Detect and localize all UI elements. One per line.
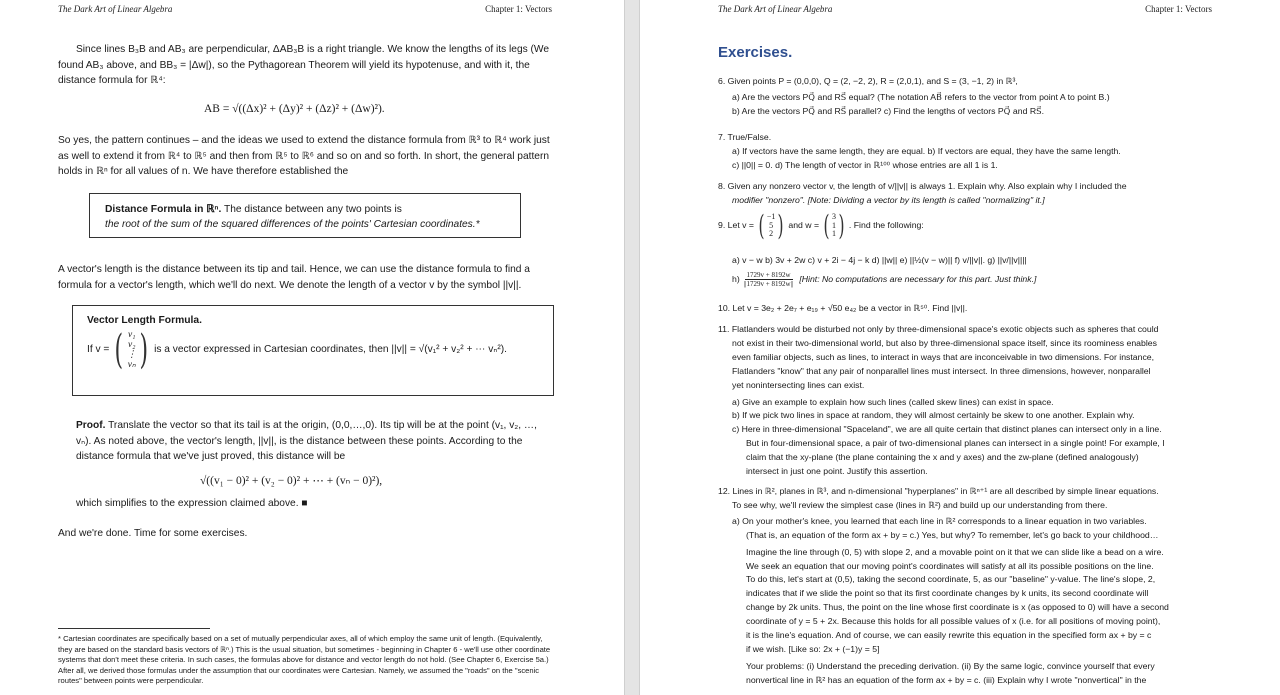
column-vector-entries bbox=[127, 330, 137, 370]
exercise-11-line: 11. Flatlanders would be disturbed not only by three-dimensional space's exotic objects such as spheres that could bbox=[718, 324, 1159, 334]
exercise-12a-line: change by 2k units. Thus, the point on the line whose first coordinate is x (as opposed to 0) will have a second bbox=[746, 602, 1169, 613]
exercise-9 bbox=[718, 209, 1218, 242]
exercises-heading: Exercises. bbox=[718, 44, 793, 61]
paragraph-vector-length: A vector's length is the distance between its tip and tail. Hence, we can use the distance formula to find a formula for a vector's length, which we'll do next. We denote the length of a vector v by the symbol ||v||. bbox=[58, 264, 530, 291]
exercise-9h bbox=[718, 271, 1218, 288]
running-head-chapter: Chapter 1: Vectors bbox=[1145, 4, 1212, 14]
exercise-6 bbox=[718, 75, 1218, 119]
paragraph-right-triangle: Since lines B₃B and AB₃ are perpendicular, ΔAB₃B is a right triangle. We know the lengths of its legs (We found AB₃ above, and BB₃ = |Δw|), so the Pythagorean Theorem will yield its hypotenuse, and with it, the distance formula for ℝ⁴: bbox=[58, 44, 550, 86]
left-paren-icon: ( bbox=[823, 209, 830, 242]
exercise-11a: a) Give an example to explain how such lines (called skew lines) can exist in space. bbox=[732, 396, 1054, 407]
vector-w-matrix bbox=[821, 209, 847, 242]
proof-text: Translate the vector so that its tail is at the origin, (0,0,…,0). Its tip will be at the point (v₁, v₂, …, vₙ). As noted above, the vector's length, ||v||, is the distance between these points. According to the distance formula that we've just proved, this distance will be bbox=[76, 420, 537, 462]
exercise-9-mid: and w = bbox=[788, 220, 820, 231]
exercise-12a-line: if we wish. [Like so: 2x + (−1)y = 5] bbox=[746, 643, 880, 654]
proof-paragraph bbox=[76, 418, 554, 465]
right-paren-icon: ) bbox=[139, 327, 149, 373]
exercise-7cd: c) ||0|| = 0. d) The length of vector in ℝ¹⁰⁰ whose entries are all 1 is 1. bbox=[732, 159, 998, 170]
exercise-9-suffix: . Find the following: bbox=[848, 220, 924, 231]
exercise-12a-line: nonvertical line in ℝ² has an equation of the form ax + by = c. (iii) Explain why I wrote "nonvertical" in the bbox=[746, 674, 1147, 685]
vector-w-entry: 1 bbox=[831, 229, 836, 239]
vector-length-box-title: Vector Length Formula. bbox=[87, 315, 202, 326]
exercise-6b: b) Are the vectors PQ⃗ and RS⃗ parallel? c) Find the lengths of vectors PQ⃗ and RS⃗. bbox=[732, 105, 1045, 116]
vector-w-entry: 3 bbox=[831, 212, 836, 222]
vector-v-matrix bbox=[756, 209, 786, 242]
distance-formula-box bbox=[89, 193, 521, 238]
distance-formula-r4-equation: AB = √((Δx)² + (Δy)² + (Δz)² + (Δw)²). bbox=[204, 103, 385, 115]
exercise-9h-fraction bbox=[744, 271, 794, 288]
right-paren-icon: ) bbox=[838, 209, 845, 242]
vector-entry: v₂ bbox=[127, 340, 136, 350]
distance-formula-box-body: the root of the sum of the squared differences of the points' Cartesian coordinates.* bbox=[105, 219, 480, 230]
left-page bbox=[0, 0, 624, 695]
exercise-9h-numerator: 1729v + 8192w bbox=[746, 271, 791, 279]
exercise-6-prompt: 6. Given points P = (0,0,0), Q = (2, −2, 2), R = (2,0,1), and S = (3, −1, 2) in ℝ³, bbox=[718, 76, 1018, 86]
column-vector-v bbox=[111, 327, 152, 373]
exercise-12a-line: Your problems: (i) Understand the preceding derivation. (ii) By the same logic, convince yourself that every bbox=[746, 660, 1155, 671]
distance-proof-equation: √((v₁ − 0)² + (v₂ − 0)² + ⋯ + (vₙ − 0)²), bbox=[200, 475, 383, 487]
vector-entry: v₁ bbox=[127, 330, 136, 340]
vector-v-entry: −1 bbox=[766, 212, 776, 222]
exercise-11b: b) If we pick two lines in space at random, they will almost certainly be skew to one another. Explain why. bbox=[732, 410, 1135, 421]
vector-v-entry: 2 bbox=[769, 229, 774, 239]
paragraph-pattern-continues: So yes, the pattern continues – and the ideas we used to extend the distance formula from ℝ³ to ℝ⁴ work just as well to extend it from ℝ⁴ to ℝ⁵ and then from ℝ⁵ to ℝ⁶ and so on and so forth. In short, the general pattern holds in ℝⁿ for all values of n. We have therefore established the bbox=[58, 135, 550, 177]
exercise-12a-line: indicates that if we slide the point so that its first coordinate changes by k units, its second coordinate will bbox=[746, 588, 1149, 599]
exercise-7ab: a) If vectors have the same length, they are equal. b) If vectors are equal, they have the same length. bbox=[732, 145, 1121, 156]
footnote-cartesian: * Cartesian coordinates are specifically based on a set of mutually perpendicular axes, all of which employ the same unit of length. (Equivalently, they are based on the standard basis vectors of ℝⁿ.) This is the usual situation, but sometimes - beginning in Chapter 6 - we'll use other coordinate systems that don't meet these criteria. In such cases, the formulas above for distance and vector length do not hold. (See Chapter 6, Exercise 5a.) After all, we derived those formulas under the assumption that our coordinates were Cartesian. Namely, we assumed the "roads" on the "scenic routes" between points were perpendicular. bbox=[58, 634, 551, 686]
exercise-8-note: modifier "nonzero". [Note: Dividing a vector by its length is called "normalizing" it.] bbox=[732, 194, 1045, 205]
exercise-12a-line: To do this, let's start at (0,5), taking the second coordinate, 5, as our "baseline" y-value. The line's slope, 2, bbox=[746, 574, 1156, 585]
exercise-9-parts: a) v − w b) 3v + 2w c) v + 2i − 4j − k d) ||w|| e) ||½(v − w)|| f) v/||v||. g) ||v/||v|||| bbox=[732, 255, 1027, 265]
vector-w-entries bbox=[832, 213, 836, 239]
exercise-7 bbox=[718, 131, 1218, 173]
exercise-8 bbox=[718, 180, 1218, 208]
exercise-12a-line: Imagine the line through (0, 5) with slope 2, and a movable point on it that we can slide like a bead on a wire. bbox=[746, 546, 1164, 557]
exercise-12a: a) On your mother's knee, you learned that each line in ℝ² corresponds to a linear equation in two variables. bbox=[732, 515, 1147, 526]
exercise-12 bbox=[718, 485, 1216, 688]
vector-v-entry: 5 bbox=[769, 220, 774, 230]
exercise-9h-denominator: ||1729v + 8192w|| bbox=[743, 280, 794, 288]
exercise-11-line: yet nonintersecting lines can exist. bbox=[732, 379, 865, 390]
left-paren-icon: ( bbox=[114, 327, 124, 373]
vector-entry: vₙ bbox=[127, 360, 136, 370]
right-page bbox=[640, 0, 1280, 695]
paragraph-were-done: And we're done. Time for some exercises. bbox=[58, 528, 248, 539]
distance-formula-box-heading bbox=[105, 203, 520, 217]
exercise-11c-line: claim that the xy-plane (the plane containing the x and y axes) and the zw-plane (defined analogously) bbox=[746, 452, 1139, 463]
exercise-11c-line: But in four-dimensional space, a pair of two-dimensional planes can intersect in a single point! For example, I bbox=[746, 438, 1165, 449]
exercise-9h-label: h) bbox=[732, 273, 740, 284]
paragraph-simplifies: which simplifies to the expression claimed above. ■ bbox=[76, 498, 308, 509]
left-paren-icon: ( bbox=[758, 209, 765, 242]
running-head-book-title: The Dark Art of Linear Algebra bbox=[58, 4, 173, 14]
vector-length-box-if: If v = bbox=[87, 344, 110, 355]
proof-label: Proof. bbox=[76, 420, 106, 431]
exercise-12-line: 12. Lines in ℝ², planes in ℝ³, and n-dimensional "hyperplanes" in ℝⁿ⁺¹ are all described by simple linear equations. bbox=[718, 486, 1159, 496]
exercise-12a-line: it is the line's equation. And of course, we can easily rewrite this equation in the specified form ax + by = c bbox=[746, 630, 1152, 641]
vector-length-box-text: is a vector expressed in Cartesian coordinates, then ||v|| = √(v₁² + v₂² + ⋯ vₙ²). bbox=[154, 344, 508, 355]
footnote-divider bbox=[58, 628, 210, 629]
exercise-11c-line: intersect in just one point. Justify this assertion. bbox=[746, 466, 928, 477]
vector-w-entry: 1 bbox=[831, 220, 836, 230]
exercise-11c: c) Here in three-dimensional "Spaceland", we are all quite certain that distinct planes can intersect only in a line. bbox=[732, 424, 1162, 435]
exercise-12a-line: We seek an equation that our moving point's coordinates will satisfy at all its possible positions on the line. bbox=[746, 560, 1154, 571]
exercise-7-prompt: 7. True/False. bbox=[718, 132, 772, 142]
exercise-11-line: Flatlanders "know" that any pair of nonparallel lines must intersect. In three dimensions, however, nonparallel bbox=[732, 365, 1151, 376]
distance-formula-box-title: Distance Formula in ℝⁿ. bbox=[105, 204, 222, 215]
vector-length-box-content bbox=[87, 327, 553, 373]
exercise-9-prefix: 9. Let v = bbox=[718, 220, 754, 231]
vector-v-entries bbox=[767, 213, 776, 239]
right-paren-icon: ) bbox=[777, 209, 784, 242]
exercise-10: 10. Let v = 3e₂ + 2e₇ + e₁₉ + √50 e₄₂ be a vector in ℝ⁵⁰. Find ||v||. bbox=[718, 303, 968, 313]
exercise-12-line: To see why, we'll review the simplest case (lines in ℝ²) and build up our understanding from there. bbox=[732, 499, 1108, 510]
exercise-11 bbox=[718, 323, 1216, 479]
running-head-chapter: Chapter 1: Vectors bbox=[485, 4, 552, 14]
exercise-12a-line: (That is, an equation of the form ax + by = c.) Yes, but why? To remember, let's go back to your childhood… bbox=[746, 529, 1159, 540]
exercise-11-line: even familiar objects, such as lines, to interact in ways that are inconceivable in two dimensions. For instance, bbox=[732, 351, 1155, 362]
vector-length-formula-box bbox=[72, 305, 554, 396]
exercise-9h-hint: [Hint: No computations are necessary for this part. Just think.] bbox=[799, 273, 1037, 284]
vector-entry: ⋮ bbox=[126, 350, 137, 360]
distance-formula-box-title-rest: The distance between any two points is bbox=[221, 204, 402, 215]
page-gutter bbox=[624, 0, 640, 695]
exercise-8-prompt: 8. Given any nonzero vector v, the length of v/||v|| is always 1. Explain why. Also explain why I included the bbox=[718, 181, 1127, 191]
exercise-6a: a) Are the vectors PQ⃗ and RS⃗ equal? (The notation AB⃗ refers to the vector from point A to point B.) bbox=[732, 91, 1110, 102]
exercise-11-line: not exist in their two-dimensional world, but also by three-dimensional space itself, since its roominess enables bbox=[732, 337, 1157, 348]
running-head-book-title: The Dark Art of Linear Algebra bbox=[718, 4, 833, 14]
exercise-12a-line: coordinate of y = 5 + 2x. Because this holds for all possible values of x (i.e. for all positions of moving point), bbox=[746, 616, 1161, 627]
